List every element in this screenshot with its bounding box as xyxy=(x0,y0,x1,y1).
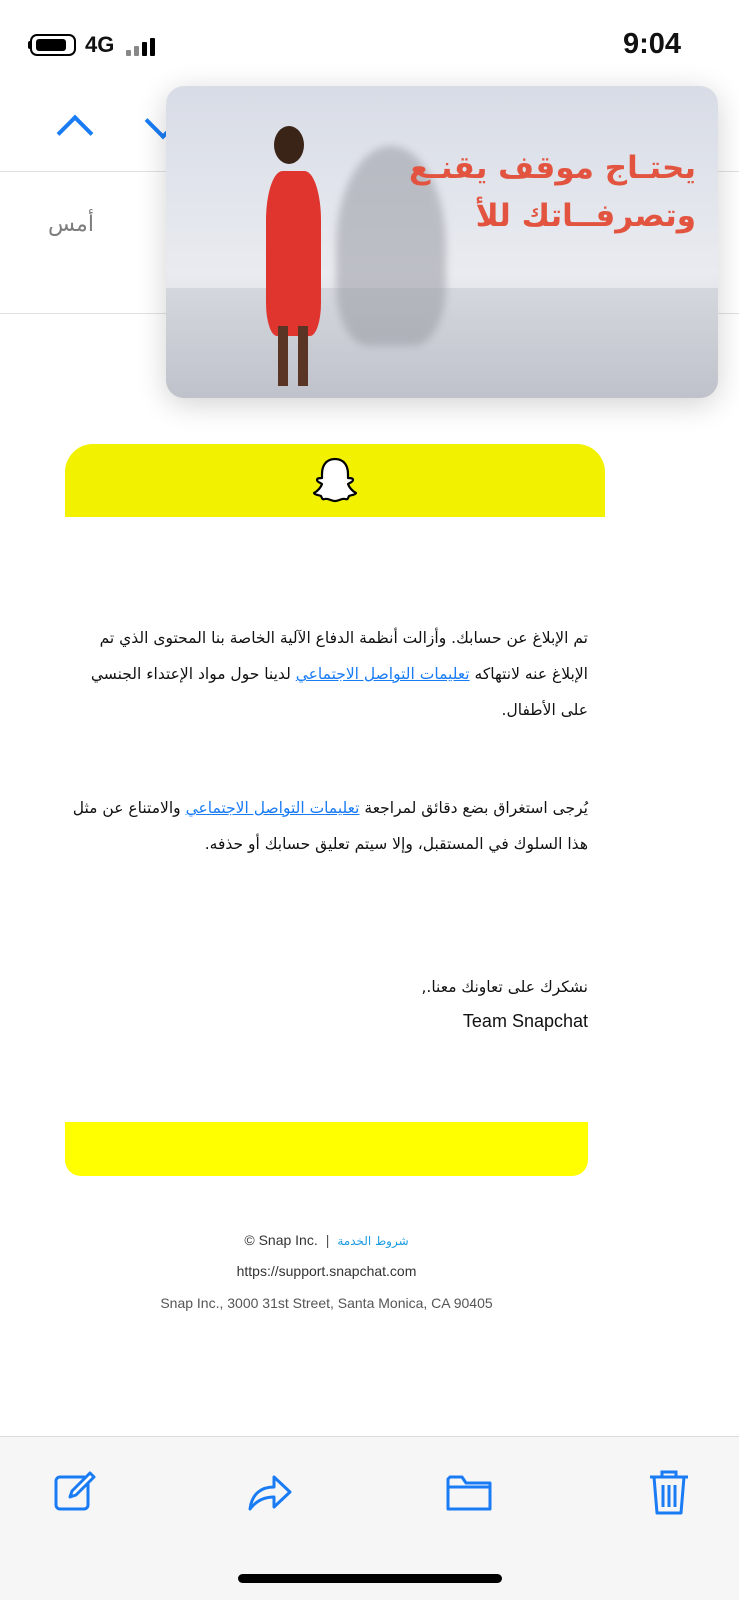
compose-icon[interactable] xyxy=(50,1467,100,1517)
snapchat-footer-banner xyxy=(65,1122,588,1176)
ad-figure-head xyxy=(274,126,304,164)
forward-icon[interactable] xyxy=(244,1467,294,1517)
para1-text-end: لدينا حول مواد الإعتداء الجنسي على الأطفال. xyxy=(90,665,588,719)
community-guidelines-link[interactable]: تعليمات التواصل الاجتماعي xyxy=(295,665,470,683)
footer-legal-row xyxy=(65,1232,588,1248)
community-guidelines-link-2[interactable]: تعليمات التواصل الاجتماعي xyxy=(185,799,360,817)
ad-headline-line2: وتصرفــاتك للأ xyxy=(475,198,696,234)
footer-separator: | xyxy=(325,1232,330,1248)
home-indicator[interactable] xyxy=(238,1574,502,1583)
ad-figure-leg xyxy=(278,326,288,386)
snapchat-header-banner xyxy=(65,444,605,517)
company-address: Snap Inc., 3000 31st Street, Santa Monica, CA 90405 xyxy=(160,1295,493,1311)
para1-text: تم الإبلاغ عن حسابك. وأزالت أنظمة الدفاع الآلية الخاصة بنا المحتوى الذي تم الإبلاغ عنه لانتهاكه xyxy=(99,629,588,683)
thanks-text: نشكرك على تعاونك معنا., xyxy=(421,978,588,996)
para2-text: يُرجى استغراق بضع دقائق لمراجعة xyxy=(359,799,588,817)
trash-icon[interactable] xyxy=(644,1467,694,1517)
battery-icon xyxy=(30,34,76,56)
ad-figure xyxy=(236,116,346,396)
network-type: 4G xyxy=(85,32,115,57)
chevron-up-icon[interactable] xyxy=(57,115,94,152)
message-paragraph-1 xyxy=(65,620,588,728)
message-paragraph-2 xyxy=(65,790,588,862)
status-time: 9:04 xyxy=(622,28,681,60)
email-date: أمس xyxy=(48,212,94,237)
snapchat-ghost-icon xyxy=(312,456,358,504)
signature: Team Snapchat xyxy=(462,1011,588,1031)
message-signoff xyxy=(65,970,588,1038)
ad-figure-leg xyxy=(298,326,308,386)
ad-headline xyxy=(396,144,696,240)
signal-icon xyxy=(126,36,160,56)
terms-of-service-link[interactable]: شروط الخدمة xyxy=(337,1234,409,1248)
battery-tip xyxy=(28,41,31,49)
folder-icon[interactable] xyxy=(444,1467,494,1517)
status-bar xyxy=(0,0,739,90)
support-url[interactable]: https://support.snapchat.com xyxy=(236,1263,417,1279)
video-ad-overlay[interactable] xyxy=(166,86,718,398)
para2-text-end: والامتناع عن مثل هذا السلوك في المستقبل، وإلا سيتم تعليق حسابك أو حذفه. xyxy=(72,799,588,853)
ad-figure-dress xyxy=(266,171,321,336)
ad-headline-line1: يحتـاج موقف يقنـع xyxy=(408,150,696,186)
copyright-text: © Snap Inc. xyxy=(244,1232,318,1248)
